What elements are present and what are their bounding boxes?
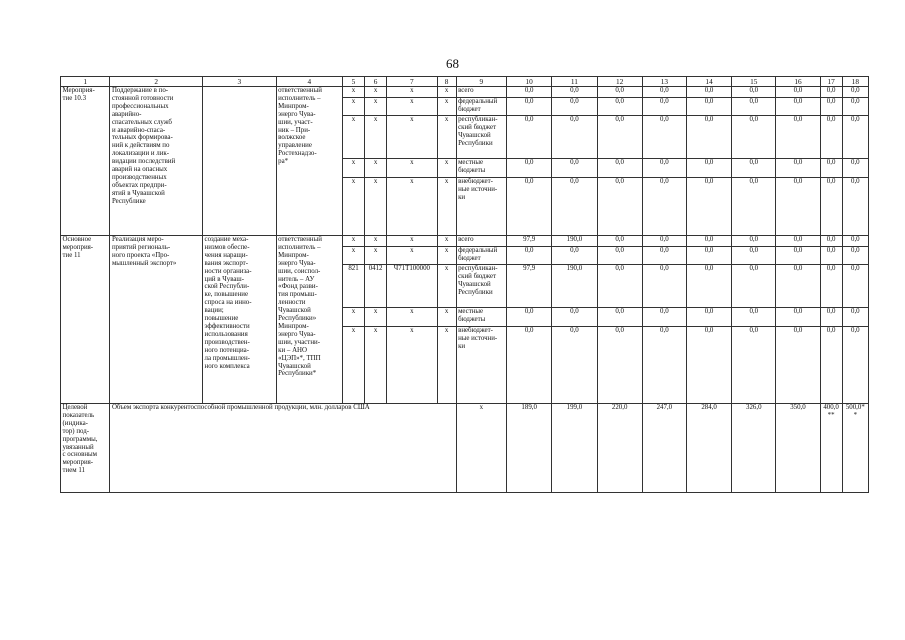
- year-value: 0,0: [507, 178, 552, 236]
- year-value: 0,0: [820, 116, 842, 159]
- expected-result: [203, 87, 277, 236]
- year-value: 0,0: [842, 87, 868, 98]
- target-article-code: x: [387, 116, 438, 159]
- year-value: 0,0: [686, 178, 731, 236]
- year-value: 0,0: [552, 247, 597, 265]
- expense-type-code: x: [437, 236, 456, 247]
- program-table: [60, 76, 869, 493]
- indicator-value: 199,0: [552, 404, 597, 493]
- column-number-row: [61, 77, 869, 87]
- column-number: 1: [61, 77, 110, 87]
- year-value: 0,0: [552, 116, 597, 159]
- grbs-code: x: [342, 98, 364, 116]
- year-value: 0,0: [642, 308, 686, 327]
- section-code: 0412: [365, 265, 387, 308]
- year-value: 0,0: [820, 327, 842, 404]
- year-value: 0,0: [776, 327, 820, 404]
- year-value: 0,0: [776, 308, 820, 327]
- funding-source: федеральный бюджет: [456, 98, 507, 116]
- section-code: x: [365, 327, 387, 404]
- year-value: 0,0: [776, 236, 820, 247]
- target-article-code: x: [387, 247, 438, 265]
- column-number: 18: [842, 77, 868, 87]
- column-number: 4: [276, 77, 342, 87]
- indicator-row: [61, 404, 869, 493]
- year-value: 0,0: [732, 159, 776, 178]
- funding-source: республикан- ский бюджет Чувашской Республики: [456, 265, 507, 308]
- indicator-value: 189,0: [507, 404, 552, 493]
- page-number: 68: [446, 56, 459, 71]
- indicator-label: Целевой показатель (индика- тор) под- программы, увязанный с основным мероприя- тием 11: [61, 404, 110, 493]
- column-number: 8: [437, 77, 456, 87]
- column-number: 5: [342, 77, 364, 87]
- expense-type-code: x: [437, 265, 456, 308]
- indicator-value: 400,0**: [820, 404, 842, 493]
- year-value: 97,9: [507, 236, 552, 247]
- year-value: 0,0: [642, 87, 686, 98]
- year-value: 0,0: [686, 327, 731, 404]
- year-value: 0,0: [732, 116, 776, 159]
- activity-name: Поддержание в по- стоянной готовности профессиональных аварийно- спасательных служб и аварийно-спаса- тельных формирова- ний к действиям по локализации и лик- видации последствий аварий на опасных производственных объектах предпри- ятий в Чувашской Республике: [110, 87, 203, 236]
- year-value: 0,0: [597, 87, 642, 98]
- year-value: 0,0: [686, 159, 731, 178]
- expense-type-code: x: [437, 98, 456, 116]
- indicator-value: 326,0: [732, 404, 776, 493]
- year-value: 0,0: [507, 116, 552, 159]
- indicator-placeholder: x: [456, 404, 507, 493]
- expense-type-code: x: [437, 247, 456, 265]
- year-value: 0,0: [597, 265, 642, 308]
- indicator-description: Объем экспорта конкурентоспособной промышленной продукции, млн. долларов США: [110, 404, 456, 493]
- year-value: 0,0: [732, 308, 776, 327]
- year-value: 0,0: [686, 98, 731, 116]
- column-number: 14: [686, 77, 731, 87]
- year-value: 0,0: [642, 178, 686, 236]
- activity-name: Реализация меро- приятий региональ- ного проекта «Про- мышленный экспорт»: [110, 236, 203, 404]
- grbs-code: x: [342, 87, 364, 98]
- expense-type-code: x: [437, 327, 456, 404]
- target-article-code: x: [387, 178, 438, 236]
- section-code: x: [365, 236, 387, 247]
- column-number: 6: [365, 77, 387, 87]
- funding-source: всего: [456, 87, 507, 98]
- year-value: 0,0: [686, 236, 731, 247]
- section-code: x: [365, 178, 387, 236]
- year-value: 97,9: [507, 265, 552, 308]
- year-value: 0,0: [732, 98, 776, 116]
- year-value: 0,0: [842, 236, 868, 247]
- funding-source: внебюджет- ные источни- ки: [456, 178, 507, 236]
- year-value: 0,0: [597, 247, 642, 265]
- column-number: 3: [203, 77, 277, 87]
- year-value: 0,0: [507, 87, 552, 98]
- activity-code: Основное мероприя- тие 11: [61, 236, 110, 404]
- year-value: 0,0: [776, 116, 820, 159]
- target-article-code: x: [387, 327, 438, 404]
- year-value: 0,0: [597, 98, 642, 116]
- target-article-code: x: [387, 87, 438, 98]
- grbs-code: 821: [342, 265, 364, 308]
- expense-type-code: x: [437, 178, 456, 236]
- year-value: 0,0: [776, 159, 820, 178]
- year-value: 0,0: [732, 265, 776, 308]
- year-value: 0,0: [776, 265, 820, 308]
- year-value: 0,0: [507, 159, 552, 178]
- year-value: 0,0: [642, 265, 686, 308]
- year-value: 0,0: [842, 308, 868, 327]
- funding-source: местные бюджеты: [456, 159, 507, 178]
- year-value: 0,0: [686, 116, 731, 159]
- funding-source: республикан- ский бюджет Чувашской Республики: [456, 116, 507, 159]
- year-value: 0,0: [642, 116, 686, 159]
- year-value: 0,0: [597, 327, 642, 404]
- year-value: 0,0: [820, 159, 842, 178]
- column-number: 10: [507, 77, 552, 87]
- column-number: 15: [732, 77, 776, 87]
- year-value: 0,0: [597, 308, 642, 327]
- year-value: 0,0: [820, 87, 842, 98]
- executors: ответственный исполнитель – Минпром- энерго Чува- шии, участ- ник – При- волжское управление Ростехнадзо- ра*: [276, 87, 342, 236]
- year-value: 0,0: [552, 178, 597, 236]
- year-value: 0,0: [776, 87, 820, 98]
- year-value: 0,0: [776, 98, 820, 116]
- year-value: 0,0: [732, 87, 776, 98]
- year-value: 0,0: [842, 265, 868, 308]
- indicator-value: 350,0: [776, 404, 820, 493]
- executors: ответственный исполнитель – Минпром- энерго Чува- шии, соиспол- нитель – АУ «Фонд разви- тия промыш- ленности Чувашской Республики» Минпром- энерго Чува- шии, участни- ки – АНО «ЦЭП»*, ТПП Чувашской Республики*: [276, 236, 342, 404]
- year-value: 0,0: [842, 327, 868, 404]
- target-article-code: x: [387, 159, 438, 178]
- section-code: x: [365, 308, 387, 327]
- year-value: 0,0: [776, 178, 820, 236]
- expense-type-code: x: [437, 116, 456, 159]
- year-value: 0,0: [732, 236, 776, 247]
- year-value: 0,0: [686, 265, 731, 308]
- year-value: 0,0: [642, 159, 686, 178]
- table-row: [61, 236, 869, 247]
- indicator-value: 500,0**: [842, 404, 868, 493]
- year-value: 0,0: [820, 178, 842, 236]
- year-value: 0,0: [842, 159, 868, 178]
- funding-source: местные бюджеты: [456, 308, 507, 327]
- target-article-code: x: [387, 236, 438, 247]
- grbs-code: x: [342, 178, 364, 236]
- year-value: 0,0: [552, 308, 597, 327]
- year-value: 0,0: [732, 247, 776, 265]
- year-value: 0,0: [842, 247, 868, 265]
- column-number: 13: [642, 77, 686, 87]
- indicator-value: 247,0: [642, 404, 686, 493]
- year-value: 0,0: [642, 247, 686, 265]
- year-value: 0,0: [507, 327, 552, 404]
- year-value: 0,0: [842, 178, 868, 236]
- year-value: 0,0: [820, 247, 842, 265]
- grbs-code: x: [342, 308, 364, 327]
- column-number: 7: [387, 77, 438, 87]
- section-code: x: [365, 159, 387, 178]
- column-number: 16: [776, 77, 820, 87]
- year-value: 0,0: [642, 236, 686, 247]
- section-code: x: [365, 87, 387, 98]
- year-value: 0,0: [507, 247, 552, 265]
- year-value: 0,0: [686, 247, 731, 265]
- column-number: 2: [110, 77, 203, 87]
- target-article-code: Ч71Т100000: [387, 265, 438, 308]
- year-value: 0,0: [842, 116, 868, 159]
- year-value: 0,0: [597, 159, 642, 178]
- year-value: 0,0: [820, 308, 842, 327]
- year-value: 0,0: [552, 327, 597, 404]
- year-value: 190,0: [552, 265, 597, 308]
- column-number: 17: [820, 77, 842, 87]
- funding-source: внебюджет- ные источни- ки: [456, 327, 507, 404]
- column-number: 9: [456, 77, 507, 87]
- grbs-code: x: [342, 327, 364, 404]
- table-row: [61, 87, 869, 98]
- year-value: 0,0: [820, 98, 842, 116]
- grbs-code: x: [342, 159, 364, 178]
- year-value: 0,0: [820, 236, 842, 247]
- expense-type-code: x: [437, 159, 456, 178]
- expense-type-code: x: [437, 87, 456, 98]
- section-code: x: [365, 116, 387, 159]
- grbs-code: x: [342, 247, 364, 265]
- target-article-code: x: [387, 98, 438, 116]
- year-value: 190,0: [552, 236, 597, 247]
- indicator-value: 284,0: [686, 404, 731, 493]
- year-value: 0,0: [842, 98, 868, 116]
- year-value: 0,0: [732, 327, 776, 404]
- year-value: 0,0: [597, 116, 642, 159]
- target-article-code: x: [387, 308, 438, 327]
- year-value: 0,0: [597, 178, 642, 236]
- activity-code: Мероприя- тие 10.3: [61, 87, 110, 236]
- year-value: 0,0: [552, 159, 597, 178]
- expense-type-code: x: [437, 308, 456, 327]
- column-number: 12: [597, 77, 642, 87]
- year-value: 0,0: [686, 308, 731, 327]
- year-value: 0,0: [642, 327, 686, 404]
- funding-source: всего: [456, 236, 507, 247]
- funding-source: федеральный бюджет: [456, 247, 507, 265]
- column-number: 11: [552, 77, 597, 87]
- year-value: 0,0: [642, 98, 686, 116]
- year-value: 0,0: [552, 87, 597, 98]
- year-value: 0,0: [597, 236, 642, 247]
- year-value: 0,0: [507, 98, 552, 116]
- year-value: 0,0: [552, 98, 597, 116]
- section-code: x: [365, 247, 387, 265]
- year-value: 0,0: [732, 178, 776, 236]
- year-value: 0,0: [820, 265, 842, 308]
- year-value: 0,0: [507, 308, 552, 327]
- year-value: 0,0: [776, 247, 820, 265]
- indicator-value: 220,0: [597, 404, 642, 493]
- section-code: x: [365, 98, 387, 116]
- grbs-code: x: [342, 116, 364, 159]
- expected-result: создание меха- низмов обеспе- чения наращи- вания экспорт- ности организа- ций в Чуваш- ской Республи- ке, повышение спроса на инно- вации; повышение эффективности использования производствен- ного потенциа- ла промышлен- ного комплекса: [203, 236, 277, 404]
- year-value: 0,0: [686, 87, 731, 98]
- grbs-code: x: [342, 236, 364, 247]
